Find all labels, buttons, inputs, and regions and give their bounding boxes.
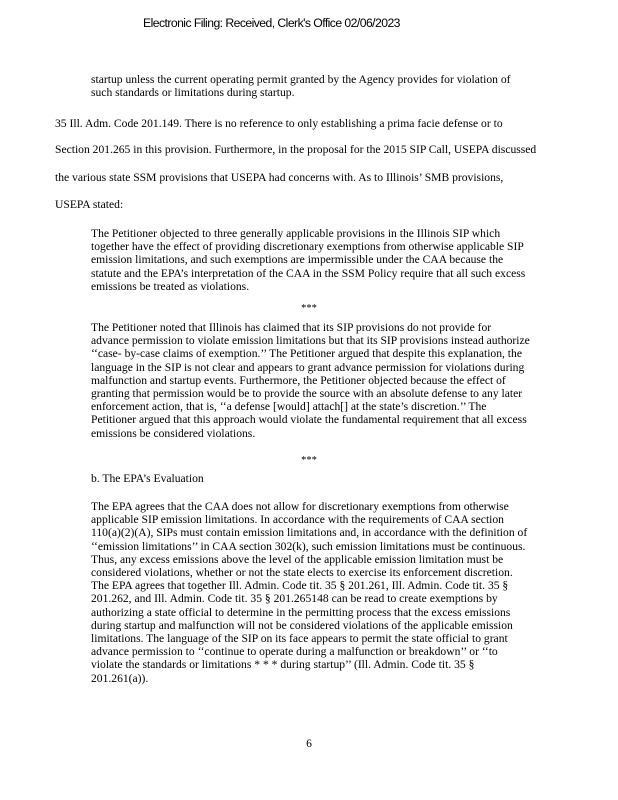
electronic-filing-header: Electronic Filing: Received, Clerk's Office 02/06/2023 (143, 16, 400, 30)
body-line-4: USEPA stated: (55, 198, 124, 211)
body-line-1: 35 Ill. Adm. Code 201.149. There is no reference to only establishing a prima facie defense or to (55, 117, 503, 130)
block-quote-continuation (91, 73, 531, 99)
block-quote-paragraph-1 (91, 227, 531, 293)
section-separator: *** (301, 303, 317, 314)
quote-top-text: startup unless the current operating permit granted by the Agency provides for violation of such standards or limitations during startup. (91, 73, 511, 100)
body-line-2: Section 201.265 in this provision. Furthermore, in the proposal for the 2015 SIP Call, USEPA discussed (55, 143, 537, 156)
quote-paragraph: The Petitioner noted that Illinois has claimed that its SIP provisions do not provide for advance permission to violate emission limitations but that its SIP provisions instead authorize ‘‘case- by-case claims of exemption.’’ The Petitioner argued that despite this explanation, the language in the SIP is not clear and appears to grant advance permission for violations during malfunction and startup events. Furthermore, the Petitioner objected because the effect of granting that permission would be to provide the source with an absolute defense to any later enforcement action, that is, ‘‘a defense [would] attach[] at the state’s discretion.’’ The Petitioner argued that this approach would violate the fundamental requirement that all excess emissions be considered violations. (91, 321, 530, 440)
page-number: 6 (306, 737, 312, 750)
subheading-text: b. The EPA’s Evaluation (91, 472, 204, 485)
block-quote-paragraph-3 (91, 500, 531, 685)
section-separator: *** (301, 455, 317, 466)
quote-paragraph: The Petitioner objected to three generally applicable provisions in the Illinois SIP which together have the effect of providing discretionary exemptions from otherwise applicable SIP emission limitations, and such exemptions are impermissible under the CAA because the statute and the EPA’s interpretation of the CAA in the SSM Policy require that all such excess emissions be treated as violations. (91, 227, 526, 293)
body-line-3: the various state SSM provisions that USEPA had concerns with. As to Illinois’ SMB provisions, (55, 171, 504, 184)
block-quote-paragraph-2 (91, 321, 531, 440)
quote-paragraph: The EPA agrees that the CAA does not allow for discretionary exemptions from otherwise applicable SIP emission limitations. In accordance with the requirements of CAA section 110(a)(2)(A), SIPs must contain emission limitations and, in accordance with the definition of ‘‘emission limitations’’ in CAA section 302(k), such emission limitations must be continuous. Thus, any excess emissions above the level of the applicable emission limitation must be considered violations, whether or not the state elects to exercise its enforcement discretion. The EPA agrees that together Ill. Admin. Code tit. 35 § 201.261, Ill. Admin. Code tit. 35 § 201.262, and Ill. Admin. Code tit. 35 § 201.265148 can be read to create exemptions by authorizing a state official to determine in the permitting process that the excess emissions during startup and malfunction will not be considered violations of the applicable emission limitations. The language of the SIP on its face appears to permit the state official to grant advance permission to ‘‘continue to operate during a malfunction or breakdown’’ or ‘‘to violate the standards or limitations * * * during startup’’ (Ill. Admin. Code tit. 35 § 201.261(a)). (91, 500, 528, 685)
subheading-epa-evaluation (91, 472, 531, 485)
